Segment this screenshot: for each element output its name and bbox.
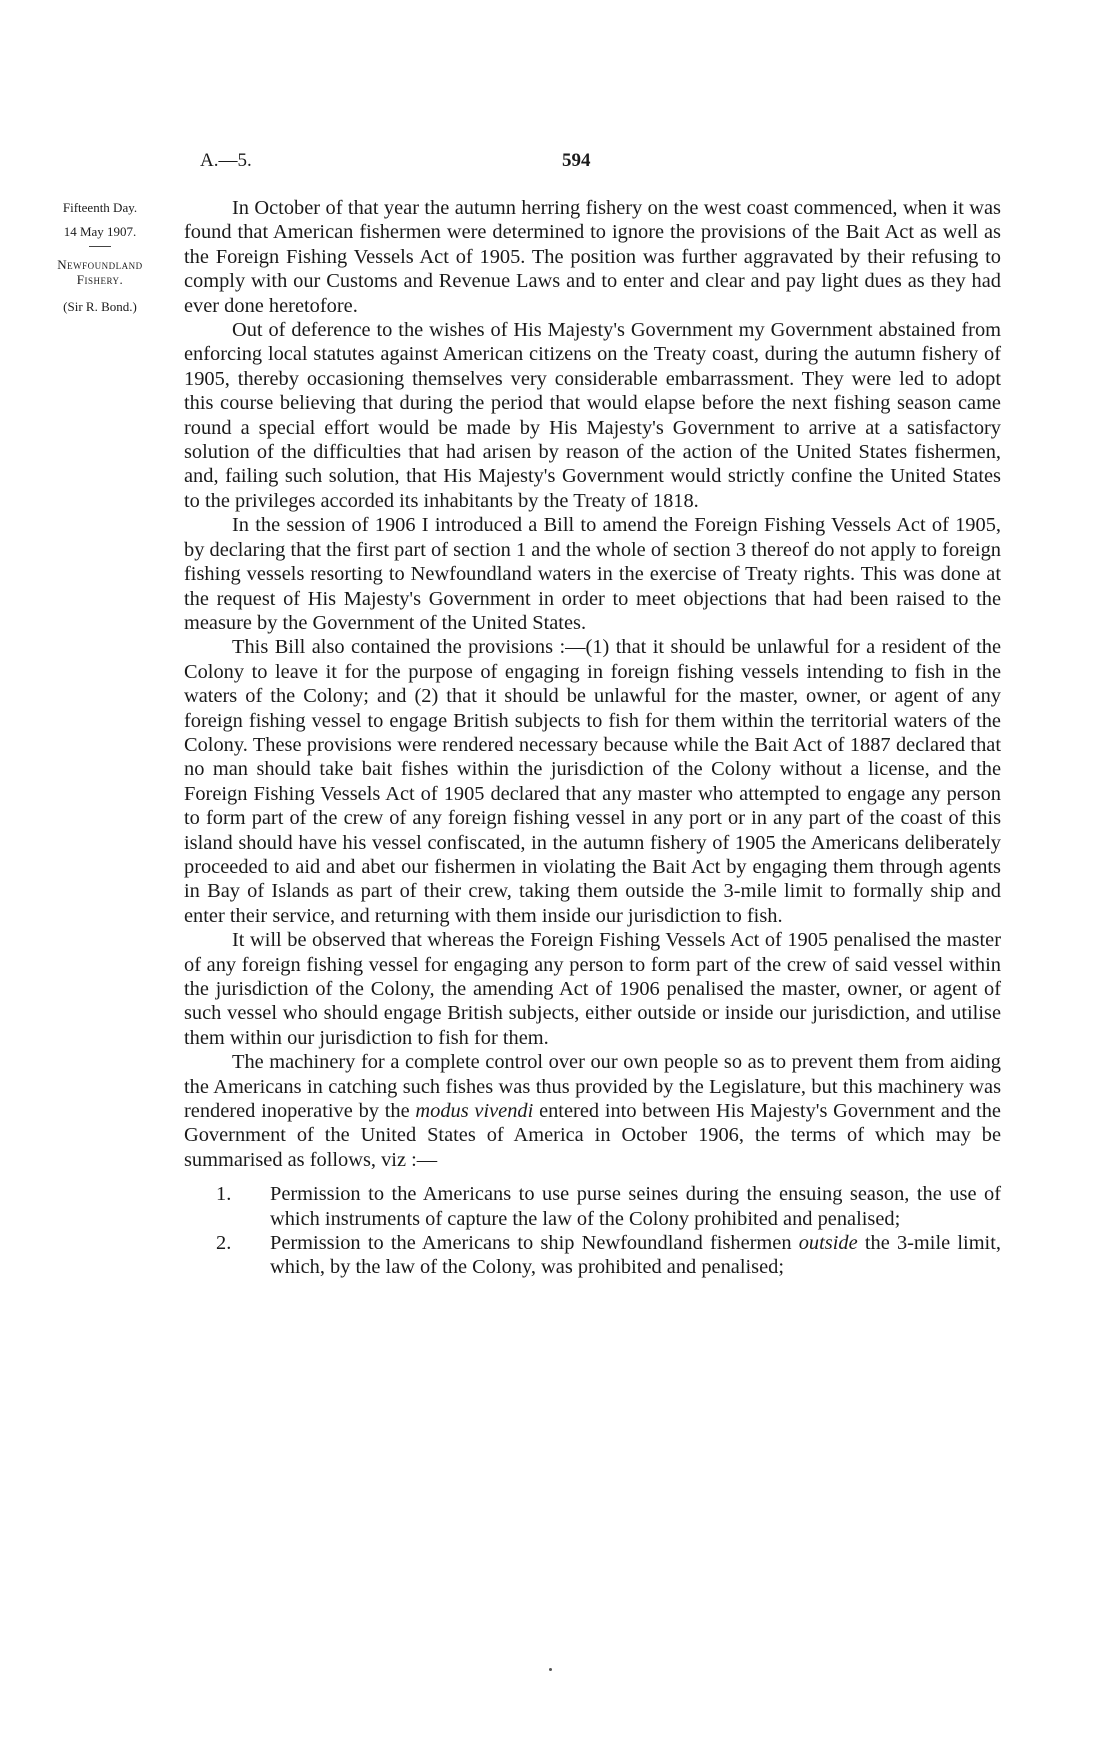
margin-date: 14 May 1907. xyxy=(63,224,137,239)
list-item-italic-text: outside xyxy=(798,1232,858,1255)
paragraph-italic-text: modus vivendi xyxy=(415,1100,534,1123)
paragraph xyxy=(184,1050,1001,1172)
document-reference: A.—5. xyxy=(200,150,252,171)
list-item-text: Permission to the Americans to ship Newfoundland fishermen xyxy=(270,1232,792,1255)
paragraph-text: The machinery for a complete control over our own people so as to prevent them from aiding the Americans in catching such fishes was thus provided by the Legislature, but this machinery was rendered inoperative by the xyxy=(184,1051,1001,1123)
margin-day: Fifteenth Day. xyxy=(62,200,138,215)
paragraph: In October of that year the autumn herring fishery on the west coast commenced, when it was found that American fishermen were determined to ignore the provisions of the Bait Act as well as the Foreign Fishing Vessels Act of 1905. The position was further aggravated by their refusing to comply with our Customs and Revenue Laws and to enter and clear and pay light dues as they had ever done heretofore. xyxy=(184,197,1001,317)
margin-note xyxy=(30,196,170,319)
paragraph: It will be observed that whereas the Foreign Fishing Vessels Act of 1905 penalised the master of any foreign fishing vessel for engaging any person to form part of the crew of said vessel within the jurisdiction of the Colony, the amending Act of 1906 penalised the master, owner, or agent of such vessel who should engage British subjects, either outside or inside our jurisdiction, and utilise them within our jurisdiction to fish for them. xyxy=(184,929,1001,1049)
paragraph-text: entered into between His Majesty's Government and the Government of the United States of America in October 1906, the terms of which may be summarised as follows, viz :— xyxy=(184,1100,1001,1171)
paragraph: In the session of 1906 I introduced a Bill to amend the Foreign Fishing Vessels Act of 1905, by declaring that the first part of section 1 and the whole of section 3 thereof do not apply to foreign fishing vessels resorting to Newfoundland waters in the exercise of Treaty rights. This was done at the request of His Majesty's Government in order to meet objections that had been raised to the measure by the Government of the United States. xyxy=(184,514,1001,634)
body-text xyxy=(184,196,1001,1280)
list-item-number: 1. xyxy=(216,1183,232,1206)
terms-list xyxy=(184,1182,1001,1280)
list-item-number: 2. xyxy=(216,1232,232,1255)
margin-divider xyxy=(89,246,111,247)
list-item xyxy=(184,1231,1001,1280)
paragraph: This Bill also contained the provisions :—(1) that it should be unlawful for a resident of the Colony to leave it for the purpose of engaging in foreign fishing vessels intending to fish in the waters of the Colony; and (2) that it should be unlawful for the master, owner, or agent of any foreign fishing vessel to engage British subjects to fish for them within the territorial waters of the Colony. These provisions were rendered necessary because while the Bait Act of 1887 declared that no man should take bait fishes within the jurisdiction of the Colony without a license, and the Foreign Fishing Vessels Act of 1905 declared that any master who attempted to engage any person to form part of the crew of any foreign fishing vessel in any port or in any part of the coast of this island should have his vessel confiscated, in the autumn fishery of 1905 the Americans deliberately proceeded to aid and abet our fishermen in violating the Bait Act by engaging them through agents in Bay of Islands as part of their crew, taking them outside the 3-mile limit to formally ship and enter their service, and returning with them inside our jurisdiction to fish. xyxy=(184,636,1001,927)
margin-subject: Newfoundland xyxy=(57,257,143,272)
list-item xyxy=(184,1182,1001,1231)
list-item-text: Permission to the Americans to use purse seines during the ensuing season, the use of which instruments of capture the law of the Colony prohibited and penalised; xyxy=(270,1183,1001,1230)
list-item-text: the 3-mile limit, which, by the law of the Colony, was prohibited and penalised; xyxy=(270,1232,1001,1279)
page-number: 594 xyxy=(562,150,591,171)
page-header xyxy=(200,150,1000,178)
margin-speaker: (Sir R. Bond.) xyxy=(63,299,137,314)
margin-subject-sub: Fishery. xyxy=(76,272,124,287)
paragraph: Out of deference to the wishes of His Majesty's Government my Government abstained from enforcing local statutes against American citizens on the Treaty coast, during the autumn fishery of 1905, thereby occasioning themselves very considerable embarrassment. They were led to adopt this course believing that during the period that would elapse before the next fishing season came round a special effort would be made by His Majesty's Government to arrive at a satisfactory solution of the difficulties that had arisen by reason of the action of the United States fishermen, and, failing such solution, that His Majesty's Government would strictly confine the United States to the privileges accorded its inhabitants by the Treaty of 1818. xyxy=(184,319,1001,512)
print-speck xyxy=(549,1668,552,1671)
